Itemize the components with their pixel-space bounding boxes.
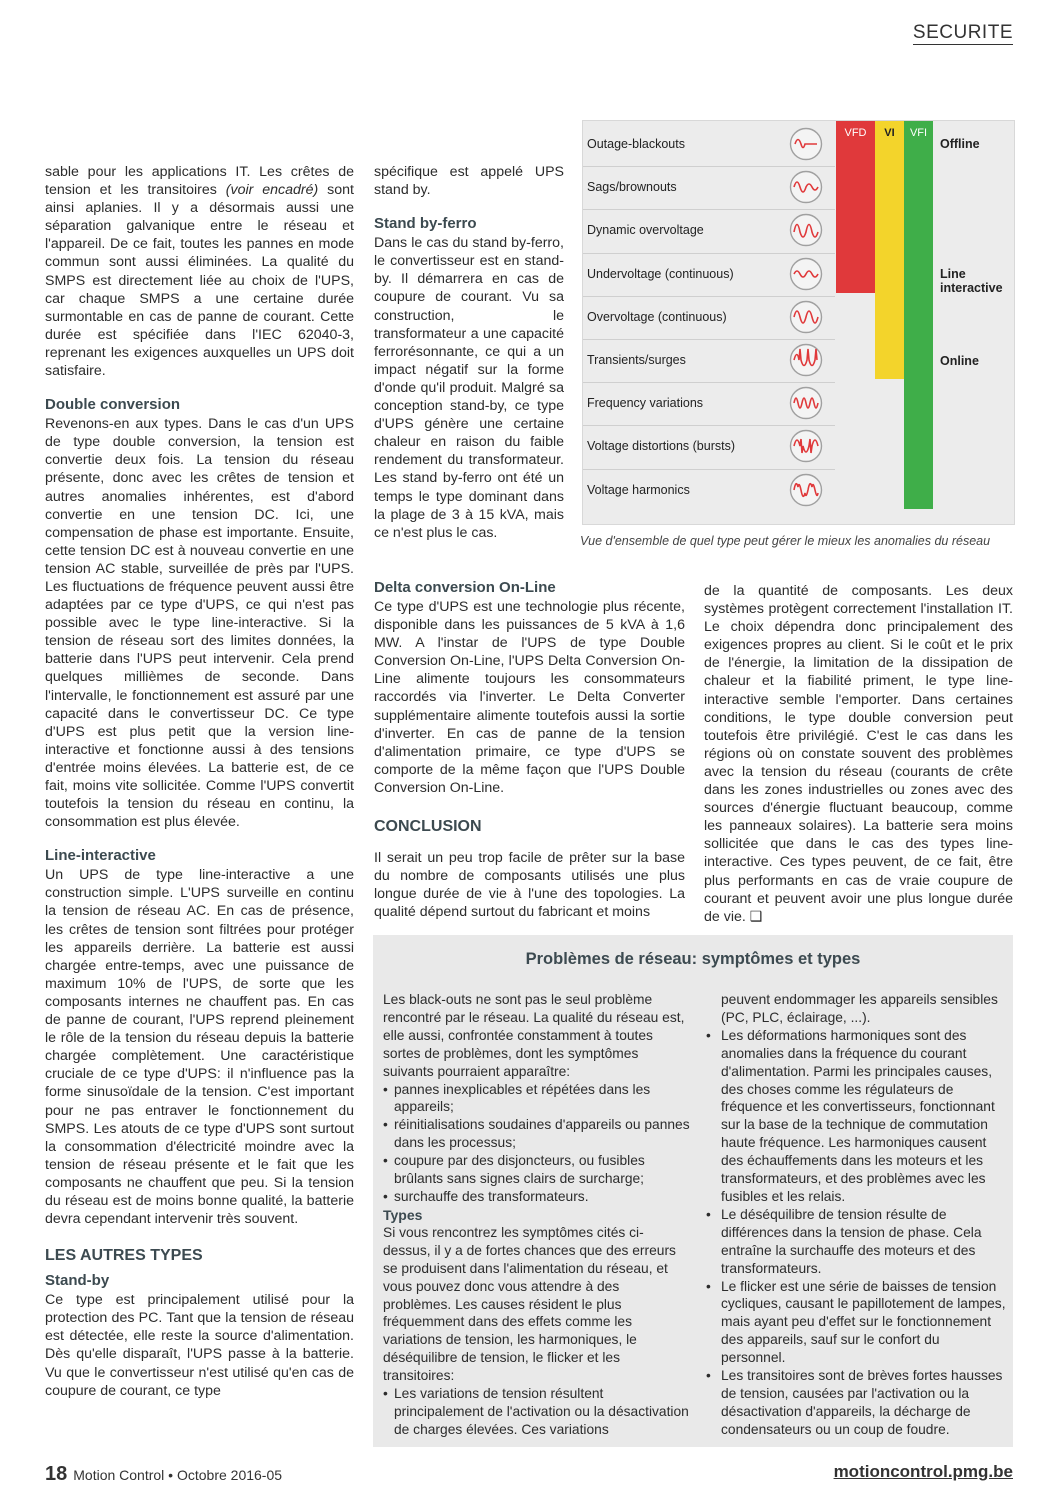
page-number: 18: [45, 1463, 68, 1485]
standby-ferro-heading: Stand by-ferro: [374, 215, 477, 233]
box-intro: Les black-outs ne sont pas le seul problème rencontré par le réseau. La qualité du réseau est, elle aussi, confrontée constamment à toutes sortes de problèmes, dont les symptômes suivants pourraient apparaître:: [383, 992, 685, 1079]
figure-row-label: Dynamic overvoltage: [587, 223, 704, 238]
effects-list: [706, 1027, 1006, 1439]
figure-row: [583, 253, 1014, 296]
double-conversion-heading: Double conversion: [45, 396, 181, 414]
zone-line-interactive: Line interactive: [940, 267, 1003, 295]
figure-row-label: Undervoltage (continuous): [587, 266, 734, 281]
figure-row-label: Voltage harmonics: [587, 482, 690, 497]
figure-row-label: Overvoltage (continuous): [587, 309, 727, 324]
standby-ferro-text: Dans le cas du stand by-ferro, le convertisseur est en stand-by. Il démarrera en cas de coupure de courant. Vu sa construction, le transformateur a une capacité ferrorésonnante, ce qui a un impact négatif sur la forme d'onde qu'il produit. Malgré sa conception stand-by, ce type d'UPS génère une certaine chaleur en raison du faible rendement du transformateur. Les stand by-ferro ont été un temps le type dominant dans la plage de 3 à 15 kVA, mais ce n'est plus le cas.: [374, 235, 564, 541]
waveform-icon: [789, 473, 823, 507]
figure-row: [583, 166, 1014, 209]
ups-anomaly-figure: [582, 120, 1015, 525]
delta-heading: Delta conversion On-Line: [374, 579, 556, 596]
effect-item: • Le flicker est une série de baisses de tension cycliques, causant le papillotement de lampes, mais ayant peu d'effet sur le fonctionnement des appareils, sauf sur le confort du personnel.: [706, 1278, 1006, 1368]
figure-row-label: Outage-blackouts: [587, 137, 685, 151]
figure-row-label: Transients/surges: [587, 353, 686, 367]
autres-types-heading: LES AUTRES TYPES: [45, 1247, 203, 1265]
section-label: SECURITE: [912, 22, 1013, 43]
col1-intro: sable pour les applications IT. Les crêtes de tension et les transitoires (voir encadré) sont ainsi aplanies. Il y a désormais aussi une séparation galvanique entre le réseau et l'appareil. De ce fait, toutes les pannes en mode commun sont aussi éliminées. La qualité du SMPS est directement liée au choix de l'UPS, car chaque SMPS a une certaine durée surmontable en cas de panne de courant. Cette durée est spécifiée dans l'IEC 62040-3, reprenant les exigences auxquelles un UPS doit satisfaire.: [45, 164, 354, 380]
waveform-icon: [789, 300, 823, 334]
vfd-label: VFD: [844, 127, 867, 139]
standby-text: Ce type est principalement utilisé pour la protection des PC. Tant que la tension de réseau est détectée, elle reste la source d'alimentation. Dès qu'elle disparaît, l'UPS passe à la batterie. Vu que le convertisseur n'est utilisé qu'en cas de coupure de courant, ce type: [45, 1292, 354, 1399]
figure-row: [583, 123, 1014, 166]
types-item: • Les variations de tension résultent principalement de l'activation ou la désactivation de charges élevées. Ces variations: [383, 1385, 691, 1439]
conclusion-heading: CONCLUSION: [374, 818, 482, 836]
symptom-item: • surchauffe des transformateurs.: [383, 1188, 691, 1206]
col2-top-text: spécifique est appelé UPS stand by.: [374, 164, 564, 199]
types-heading: Types: [383, 1206, 423, 1223]
symptom-item: • réinitialisations soudaines d'appareils ou pannes dans les processus;: [383, 1116, 691, 1152]
figure-row-label: Sags/brownouts: [587, 180, 677, 195]
box-right-column: [706, 991, 1006, 1439]
column-3: [374, 579, 685, 921]
box-right-continuation: peuvent endommager les appareils sensibles (PC, PLC, éclairage, ...).: [721, 992, 998, 1025]
waveform-icon: [789, 170, 823, 204]
symptom-item: • coupure par des disjoncteurs, ou fusibles brûlants sans signes clairs de surcharge;: [383, 1152, 691, 1188]
conclusion-text: Il serait un peu trop facile de prêter sur la base du nombre de composants utilisés une plus longue durée de vie à l'une des topologies. La qualité dépend surtout du fabricant et moins: [374, 850, 685, 921]
effect-item: • Le déséquilibre de tension résulte de différences dans la tension de phase. Cela entraîne la surchauffe des moteurs et des transformateurs.: [706, 1206, 1006, 1278]
figure-row: [583, 469, 1014, 512]
line-interactive-text: Un UPS de type line-interactive a une construction simple. L'UPS surveille en continu la tension de réseau AC. En cas de présence, les crêtes de tension sont filtrées pour protéger les appareils derrière. La batterie est aussi chargée entre-temps, avec une puissance de maximum 10% de l'UPS, de sorte que les composants internes ne chauffent pas. En cas de panne de courant, l'UPS reprend pleinement le rôle de la tension du réseau depuis la batterie chargée complètement. Une caractéristique cruciale de ce type d'UPS: il n'influence pas la forme sinusoïdale de la tension. C'est important pour ne pas entraver le fonctionnement du SMPS. Les atouts de ce type d'UPS sont surtout la consommation d'électricité moindre avec la tension de réseau présente et le fait que les composants ne chauffent que peu. Si la tension du réseau est de moins bonne qualité, la batterie devra cependant intervenir très souvent.: [45, 867, 354, 1228]
zone-online: Online: [940, 354, 979, 368]
box-title: Problèmes de réseau: symptômes et types: [525, 950, 861, 968]
column-4: [704, 582, 1013, 926]
effect-item: • Les transitoires sont de brèves fortes hausses de tension, causées par l'activation ou la désactivation d'appareils, la décharge de condensateurs ou un coup de foudre.: [706, 1367, 1006, 1439]
figure-row-label: Frequency variations: [587, 396, 704, 411]
sidebar-box: [373, 935, 1013, 1447]
figure-row-label: Voltage distortions (bursts): [587, 439, 735, 454]
delta-text: Ce type d'UPS est une technologie plus récente, disponible dans les puissances de 5 kVA à 1,6 MW. A l'instar de l'UPS de type Double Conversion On-Line, l'UPS Delta Conversion On-Line alimente toujours les consommateurs raccordés via l'inverter. Le Delta Converter supplémentaire alimente toutefois aussi la sortie d'inverter. En cas de panne de la tension d'alimentation primaire, ce type d'UPS se comporte de la même façon que l'UPS Double Conversion On-Line.: [374, 599, 685, 796]
types-text: Si vous rencontrez les symptômes cités ci-dessus, il y a de fortes chances que des erreurs se produisent dans l'alimentation du réseau, et vous pouvez donc vous attendre à des problèmes. Les causes résident le plus fréquemment dans des effets comme les variations de tension, les harmoniques, le déséquilibre de tension, le flicker et les transitoires:: [383, 1224, 676, 1384]
vfi-label: VFI: [909, 127, 928, 139]
footer-url-link[interactable]: motioncontrol.pmg.be: [833, 1462, 1013, 1481]
figure-row: [583, 296, 1014, 339]
waveform-icon: [789, 343, 823, 377]
column-2: [374, 163, 564, 542]
waveform-icon: [789, 386, 823, 420]
waveform-icon: [789, 127, 823, 161]
double-conversion-text: Revenons-en aux types. Dans le cas d'un UPS de type double conversion, la tension est convertie deux fois. La tension du réseau présente, donc avec les crêtes de tension et autres anomalies inhérentes, est d'abord convertie en une tension DC. Ici, une compensation de phase est importante. Ensuite, cette tension DC est à nouveau convertie en une tension AC stable, surveillée de près par l'UPS. Les fluctuations de fréquence peuvent aussi être adaptées par ce type d'UPS, ce qui n'est pas possible avec le type line-interactive. Si la tension de réseau sort des limites données, la batterie dans l'UPS peut intervenir. Cela prend quelques millièmes de seconde. Dans l'intervalle, le fonctionnement est assuré par une capacité dans le convertisseur DC. Ce type d'UPS est plus petit que la version line-interactive et fonctionne aussi à des tensions d'entrée moins élevées. La batterie est, de ce fait, moins vite sollicitée. Comme l'UPS convertit toutefois la tension du réseau en continu, la consommation est plus élevée.: [45, 416, 354, 831]
symptom-list: [383, 1081, 691, 1206]
waveform-icon: [789, 257, 823, 291]
box-left-column: [383, 991, 691, 1439]
figure-row: [583, 339, 1014, 382]
col4-text: de la quantité de composants. Les deux systèmes protègent correctement l'installation IT. Le choix dépendra donc principalement des exigences propres au client. Si le coût et le prix de l'énergie, la limitation de la dissipation de chaleur et la fiabilité priment, le type line-interactive semble l'emporter. Dans certaines conditions, le type double conversion peut toutefois être privilégié. C'est le cas dans les régions où on constate souvent des problèmes avec la tension du réseau (courants de crête dans les zones industrielles ou zones avec des sources d'énergie fluctuant beaucoup, comme les panneaux solaires). La batterie sera moins sollicitée que dans le cas des types line-interactive. Ces types peuvent, de ce fait, être plus performants en cas de vraie coupure de courant et peuvent avoir une plus longue durée de vie. ❑: [704, 583, 1013, 925]
column-1: [45, 163, 354, 1400]
zone-offline: Offline: [940, 137, 980, 151]
waveform-icon: [789, 213, 823, 247]
figure-row: [583, 382, 1014, 425]
figure-caption: Vue d'ensemble de quel type peut gérer le mieux les anomalies du réseau: [580, 534, 991, 548]
vi-label: VI: [884, 127, 895, 139]
types-list: [383, 1385, 691, 1439]
waveform-icon: [789, 429, 823, 463]
symptom-item: • pannes inexplicables et répétées dans les appareils;: [383, 1081, 691, 1117]
end-mark: ❑: [749, 908, 763, 925]
figure-row: [583, 209, 1014, 252]
figure-row: [583, 425, 1014, 468]
footer-left: [45, 1463, 282, 1486]
line-interactive-heading: Line-interactive: [45, 847, 156, 865]
publication-name: Motion Control • Octobre 2016-05: [73, 1467, 283, 1483]
standby-heading: Stand-by: [45, 1272, 110, 1290]
effect-item: • Les déformations harmoniques sont des anomalies dans la fréquence du courant d'alimentation. Parmi les principales causes, des choses comme les régulateurs de fréquence et les convertisseurs, fonctionnant sur la base de la technique de commutation haute fréquence. Les harmoniques causent des échauffements dans les moteurs et les transformateurs, et des problèmes avec les fusibles et les relais.: [706, 1027, 1006, 1206]
